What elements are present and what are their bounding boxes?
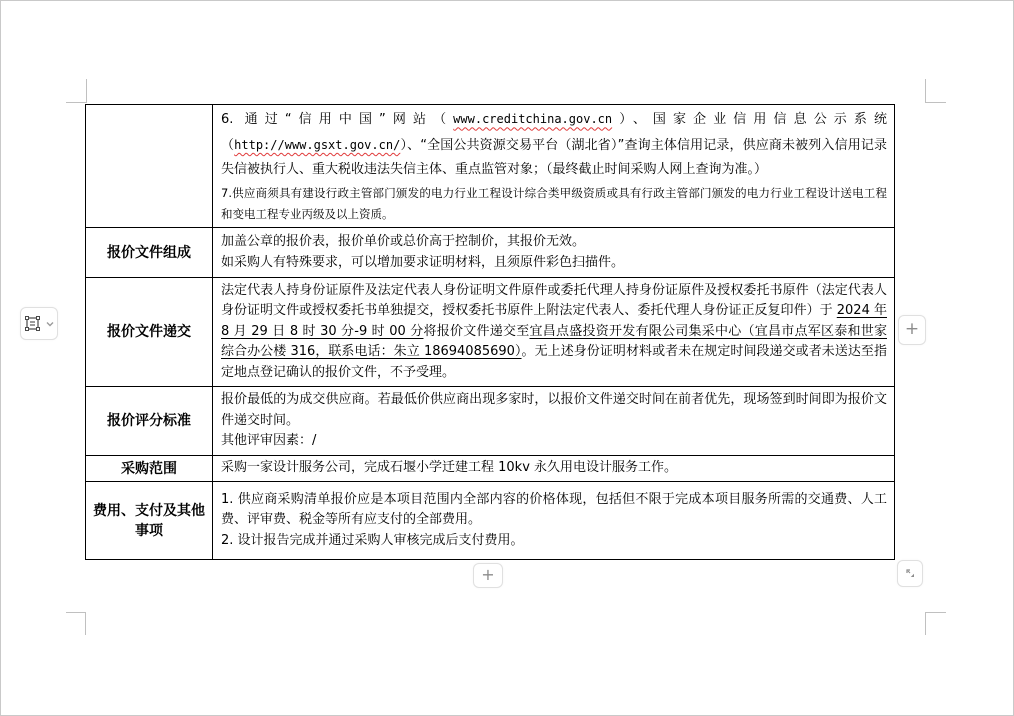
paragraph — [221, 107, 887, 182]
table-select-button[interactable] — [20, 307, 58, 340]
table-row — [86, 278, 894, 387]
paragraph — [221, 531, 887, 552]
row-content-cell — [213, 278, 894, 386]
text-segment: 报价最低的为成交供应商。若最低价供应商出现多家时，以报价文件递交时间在前者优先，现场签到时间即为报价文件递交时间。 — [221, 392, 887, 428]
paragraph — [221, 490, 887, 531]
text-segment: 将报价文件递交至 — [423, 323, 530, 339]
text-segment: 6. 通过“信用中国”网站（ — [221, 112, 454, 128]
table-row — [86, 228, 894, 278]
text-segment: 。无上述身份证明材料或者未在规定时间段递交或者未送达至指定地点登记确认的报价文件，不予受理。 — [221, 344, 887, 380]
text-segment: ）、“全国公共资源交易平台（湖北省）”查询主体信用记录，供应商未被列入信用记录失信被执行人、重大税收违法失信主体、重点监管对象；（最终截止时间采购人网上查询为准。） — [221, 137, 887, 178]
text-segment: 采购一家设计服务公司，完成石堰小学迁建工程 10kv 永久用电设计服务工作。 — [221, 460, 678, 476]
row-content-cell — [213, 482, 894, 559]
text-segment: ）、国家企业信用信息公示系统（ — [221, 112, 887, 153]
resize-table-button[interactable] — [897, 560, 923, 587]
paragraph — [221, 183, 887, 225]
text-segment: 7.供应商须具有建设行政主管部门颁发的电力行业工程设计综合类甲级资质或具有行政主管部门颁发的电力行业工程设计送电工程和变电工程专业丙级及以上资质。 — [221, 185, 887, 221]
text-segment-url-misspell: www.creditchina.gov.cn — [453, 112, 613, 127]
row-header-cell — [86, 105, 213, 227]
table-row — [86, 456, 894, 482]
text-boundary-mark-bottom-right — [925, 612, 946, 635]
add-column-button[interactable] — [898, 315, 926, 345]
row-header-cell: 报价文件组成 — [86, 228, 213, 277]
document-table — [85, 104, 895, 560]
text-segment: 加盖公章的报价表，报价单价或总价高于控制价，其报价无效。 — [221, 234, 586, 249]
table-row — [86, 387, 894, 456]
text-segment-underline: 2024 年 8 月 29 日 8 时 30 分-9 时 00 分 — [221, 303, 887, 339]
table-row — [86, 482, 894, 559]
text-boundary-mark-top-right — [925, 79, 946, 103]
paragraph — [221, 281, 887, 384]
text-segment-underline: 宜昌点盛投资开发有限公司集采中心（宜昌市点军区泰和世家综合办公楼 316，联系电话：朱立 18694085690） — [221, 323, 887, 360]
table-row — [86, 105, 894, 228]
row-header-cell: 报价评分标准 — [86, 387, 213, 455]
frame-select-icon — [24, 315, 41, 332]
expand-resize-icon — [904, 567, 917, 580]
paragraph — [221, 458, 887, 479]
paragraph — [221, 431, 887, 452]
text-segment: 如采购人有特殊要求，可以增加要求证明材料，且须原件彩色扫描件。 — [221, 254, 625, 270]
row-header-cell: 采购范围 — [86, 456, 213, 481]
paragraph — [221, 390, 887, 431]
text-segment-url-misspell: http://www.gsxt.gov.cn/ — [234, 137, 401, 152]
add-row-button[interactable] — [473, 563, 503, 588]
row-content-cell — [213, 387, 894, 455]
text-segment: 其他评审因素：/ — [221, 433, 317, 449]
text-boundary-mark-top-left — [66, 79, 87, 103]
plus-icon: + — [904, 319, 920, 339]
paragraph — [221, 253, 887, 274]
paragraph — [221, 232, 887, 253]
plus-icon: + — [481, 565, 495, 584]
row-content-cell — [213, 456, 894, 481]
chevron-down-icon[interactable] — [45, 319, 55, 329]
text-segment: 2. 设计报告完成并通过采购人审核完成后支付费用。 — [221, 532, 524, 548]
row-header-cell: 报价文件递交 — [86, 278, 213, 386]
text-boundary-mark-bottom-left — [66, 612, 86, 635]
row-header-cell: 费用、支付及其他事项 — [86, 482, 213, 559]
text-segment: 1. 供应商采购清单报价应是本项目范围内全部内容的价格体现，包括但不限于完成本项目服务所需的交通费、人工费、评审费、税金等所有应支付的全部费用。 — [221, 491, 887, 528]
row-content-cell — [213, 105, 894, 227]
row-content-cell — [213, 228, 894, 277]
text-segment: 法定代表人持身份证原件及法定代表人身份证明文件原件或委托代理人持身份证原件及授权委托书原件（法定代表人身份证明文件或授权委托书单独提交，授权委托书原件上附法定代表人、委托代理人身份证正反复印件）于 — [221, 282, 887, 319]
